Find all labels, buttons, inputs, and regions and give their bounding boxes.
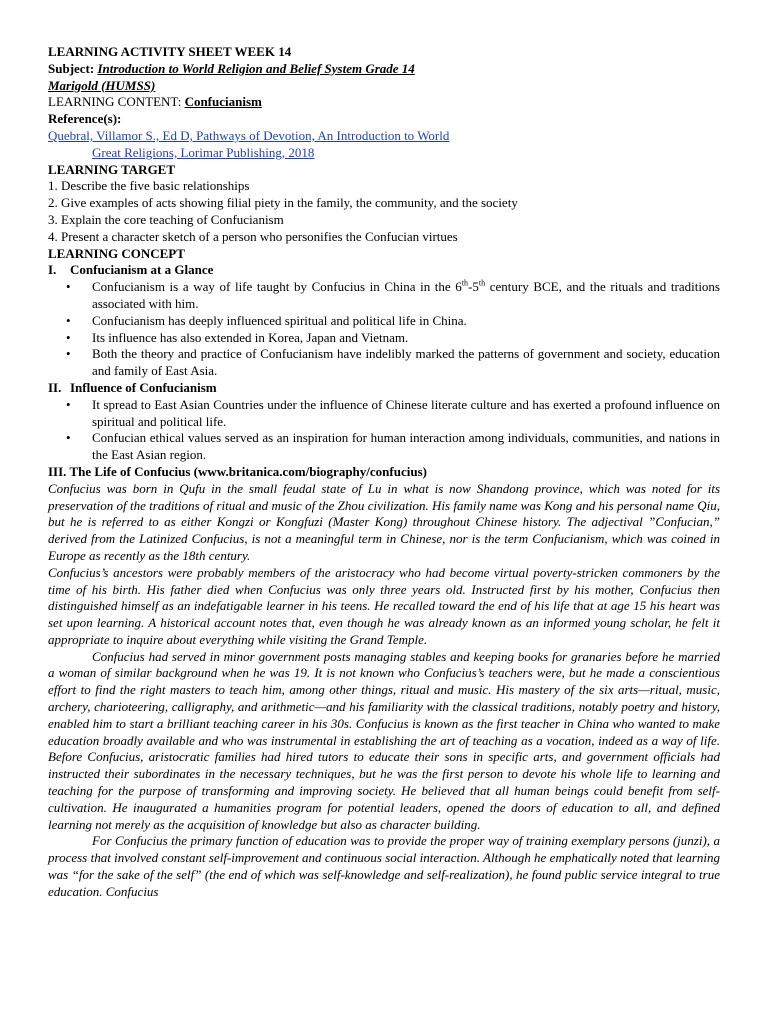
list-item: • It spread to East Asian Countries under the influence of Chinese literate culture and has exerted a profound influence on spiritual and political life. [66, 397, 720, 431]
target-item-2: 2. Give examples of acts showing filial piety in the family, the community, and the society [48, 195, 518, 211]
reference-link-line2[interactable]: Great Religions, Lorimar Publishing, 2018 [92, 144, 315, 160]
reference-entry[interactable] [48, 128, 720, 145]
subject-value: Introduction to World Religion and Belief System Grade 14 [97, 60, 415, 76]
section-1-number: I. [48, 262, 57, 278]
section-2-heading [48, 380, 720, 397]
section-1-title: Confucianism at a Glance [70, 262, 214, 278]
section-2-number: II. [48, 379, 62, 395]
target-item-3: 3. Explain the core teaching of Confucianism [48, 211, 284, 227]
list-item: • Both the theory and practice of Confucianism have indelibly marked the patterns of government and society, education and family of East Asia. [66, 346, 720, 380]
list-item: • Its influence has also extended in Korea, Japan and Vietnam. [66, 330, 720, 347]
section-name: Marigold (HUMSS) [48, 77, 156, 93]
section-2-list [48, 397, 720, 464]
sheet-title: LEARNING ACTIVITY SHEET WEEK 14 [48, 44, 292, 59]
section-1-list [48, 279, 720, 380]
learning-content-label: LEARNING CONTENT: [48, 94, 182, 110]
target-item-1: 1. Describe the five basic relationships [48, 178, 250, 194]
learning-target-heading: LEARNING TARGET [48, 161, 176, 177]
section-3-heading: III. The Life of Confucius (www.britanica.com/biography/confucius) [48, 463, 427, 479]
target-item-4: 4. Present a character sketch of a person who personifies the Confucian virtues [48, 228, 458, 244]
list-item: • Confucianism is a way of life taught by Confucius in China in the 6th-5th century BCE, and the rituals and traditions associated with him. [66, 279, 720, 313]
reference-entry-cont[interactable] [48, 145, 720, 162]
list-item: • Confucianism has deeply influenced spiritual and political life in China. [66, 313, 720, 330]
learning-content-line [48, 94, 720, 111]
list-item: • Confucian ethical values served as an inspiration for human interaction among individuals, communities, and nations in the East Asian region. [66, 430, 720, 464]
paragraph-3: Confucius had served in minor government posts managing stables and keeping books for granaries before he married a woman of similar background when he was 19. It is not known who Confucius’s teachers were, but he made a conscientious effort to find the right masters to teach him, among other things, ritual and music. His mastery of the six arts—ritual, music, archery, charioteering, calligraphy, and arithmetic—and his familiarity with the classical traditions, notably poetry and history, enabled him to start a brilliant teaching career in his 30s. Confucius is known as the first teacher in China who wanted to make education broadly available and who was instrumental in establishing the art of teaching as a vocation, indeed as a way of life. Before Confucius, aristocratic families had hired tutors to educate their sons in specific arts, and government officials had instructed their subordinates in the necessary techniques, but he was the first person to devote his whole life to learning and teaching for the purpose of transforming and improving society. He believed that all human beings could benefit from self-cultivation. He inaugurated a humanities program for potential leaders, opened the doors of education to all, and defined learning not merely as the acquisition of knowledge but also as character building. [48, 648, 720, 832]
paragraph-4: For Confucius the primary function of education was to provide the proper way of training exemplary persons (junzi), a process that involved constant self-improvement and continuous social interaction. Although he emphatically noted that learning was “for the sake of the self” (the end of which was self-knowledge and self-realization), he found public service integral to true education. Confucius [48, 833, 720, 899]
subject-line [48, 61, 720, 78]
reference-link-line1[interactable]: Quebral, Villamor S., Ed D, Pathways of Devotion, An Introduction to World [48, 127, 450, 143]
paragraph-2: Confucius’s ancestors were probably members of the aristocracy who had become virtual poverty-stricken commoners by the time of his birth. His father died when Confucius was only three years old. Instructed first by his mother, Confucius then distinguished himself as an indefatigable learner in his teens. He recalled toward the end of his life that at age 15 his heart was set upon learning. A historical account notes that, even though he was already known as an informed young scholar, he felt it appropriate to inquire about everything while visiting the Grand Temple. [48, 564, 720, 647]
references-label: Reference(s): [48, 111, 122, 127]
learning-content-value: Confucianism [184, 94, 262, 110]
paragraph-1: Confucius was born in Qufu in the small feudal state of Lu in what is now Shandong province, which was noted for its preservation of the traditions of ritual and music of the Zhou civilization. His family name was Kong and his personal name Qiu, but he is referred to as either Kongzi or Kongfuzi (Master Kong) throughout Chinese history. The adjectival ”Confucian,” derived from the Latinized Confucius, is not a meaningful term in Chinese, nor is the term Confucianism, which was coined in Europe as recently as the 18th century. [48, 480, 720, 563]
section-1-heading [48, 262, 720, 279]
section-2-title: Influence of Confucianism [70, 379, 217, 395]
learning-concept-heading: LEARNING CONCEPT [48, 245, 185, 261]
subject-label: Subject: [48, 60, 95, 76]
